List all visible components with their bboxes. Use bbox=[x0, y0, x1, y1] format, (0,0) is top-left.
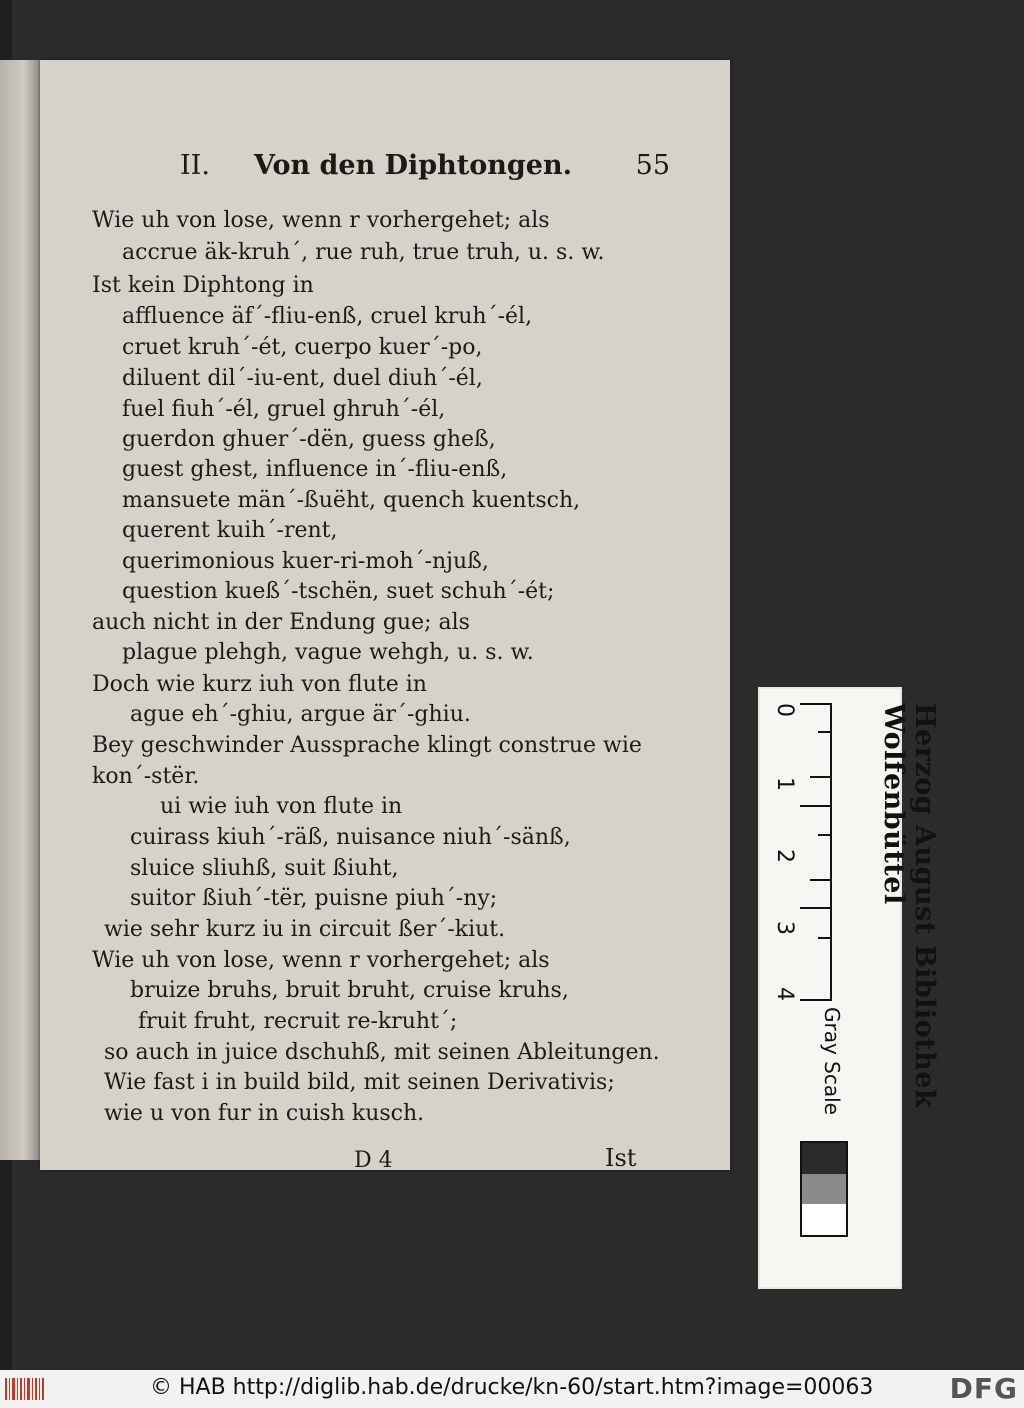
text-line: Wie uh von lose, wenn r vorhergehet; als bbox=[92, 208, 550, 233]
ruler-tick bbox=[818, 937, 830, 939]
library-name: Herzog August Bibliothek Wolfenbüttel bbox=[878, 703, 940, 1109]
swatch-white bbox=[802, 1204, 846, 1235]
text-line: so auch in juice dschuhß, mit seinen Ableitungen. bbox=[104, 1040, 660, 1065]
ruler-tick bbox=[810, 879, 830, 881]
ruler-tick bbox=[800, 999, 830, 1001]
text-line: affluence äf´-fliu-enß, cruel kruh´-él, bbox=[122, 304, 533, 329]
text-line: cuirass kiuh´-räß, nuisance niuh´-sänß, bbox=[130, 825, 571, 850]
scale-card bbox=[758, 687, 940, 1289]
book-page bbox=[40, 60, 730, 1173]
text-line: Wie fast i in build bild, mit seinen Derivativis; bbox=[104, 1070, 615, 1095]
text-line: sluice sliuhß, suit ßiuht, bbox=[130, 856, 399, 881]
text-line: Ist kein Diphtong in bbox=[92, 273, 314, 298]
barcode-icon bbox=[4, 1376, 46, 1402]
text-line: cruet kruh´-ét, cuerpo kuer´-po, bbox=[122, 335, 483, 360]
text-line: querent kuih´-rent, bbox=[122, 518, 338, 543]
text-line: querimonious kuer-ri-moh´-njuß, bbox=[122, 549, 489, 574]
ruler-tick bbox=[818, 834, 830, 836]
swatch-mid bbox=[802, 1174, 846, 1205]
catchword: Ist bbox=[605, 1144, 637, 1172]
text-line: question kueß´-tschën, suet schuh´-ét; bbox=[122, 579, 555, 604]
text-line: auch nicht in der Endung gue; als bbox=[92, 610, 470, 635]
text-line: fuel fiuh´-él, gruel ghruh´-él, bbox=[122, 397, 446, 422]
text-line: kon´-stër. bbox=[92, 764, 200, 789]
text-line: Bey geschwinder Aussprache klingt construe wie bbox=[92, 733, 642, 758]
text-line: mansuete män´-ßuëht, quench kuentsch, bbox=[122, 488, 581, 513]
ruler-tick bbox=[818, 731, 830, 733]
previous-page-edge bbox=[0, 60, 40, 1160]
ruler-number: 4 bbox=[772, 987, 797, 1001]
copyright-link[interactable]: © HAB http://diglib.hab.de/drucke/kn-60/start.htm?image=00063 bbox=[150, 1375, 874, 1400]
text-line: wie sehr kurz iu in circuit ßer´-kiut. bbox=[104, 917, 506, 942]
swatch-dark bbox=[802, 1143, 846, 1174]
chapter-number: II. bbox=[180, 150, 210, 181]
text-line: wie u von fur in cuish kusch. bbox=[104, 1101, 425, 1126]
text-line: bruize bruhs, bruit bruht, cruise kruhs, bbox=[130, 978, 569, 1003]
chapter-title: Von den Diphtongen. bbox=[254, 150, 572, 181]
text-line: accrue äk-kruh´, rue ruh, true truh, u. s. w. bbox=[122, 240, 605, 265]
text-line: guest ghest, influence in´-fliu-enß, bbox=[122, 457, 508, 482]
dfg-logo: DFG bbox=[949, 1372, 1018, 1405]
ruler-number: 2 bbox=[772, 849, 797, 863]
text-line: suitor ßiuh´-tër, puisne piuh´-ny; bbox=[130, 886, 498, 911]
page-number: 55 bbox=[635, 150, 670, 181]
ruler-tick bbox=[800, 805, 830, 807]
text-line: diluent dil´-iu-ent, duel diuh´-él, bbox=[122, 366, 483, 391]
text-line: Wie uh von lose, wenn r vorhergehet; als bbox=[92, 948, 550, 973]
ruler-line bbox=[830, 703, 832, 1001]
ruler-tick bbox=[800, 907, 830, 909]
text-line: ague eh´-ghiu, argue är´-ghiu. bbox=[130, 702, 471, 727]
ruler-number: 3 bbox=[772, 921, 797, 935]
text-line: ui wie iuh von flute in bbox=[160, 794, 403, 819]
text-line: Doch wie kurz iuh von flute in bbox=[92, 672, 427, 697]
text-line: plague plehgh, vague wehgh, u. s. w. bbox=[122, 640, 534, 665]
text-line: guerdon ghuer´-dën, guess gheß, bbox=[122, 427, 496, 452]
ruler-number: 0 bbox=[772, 703, 797, 717]
ruler-tick bbox=[800, 703, 830, 705]
gray-scale-label: Gray Scale bbox=[820, 1007, 844, 1115]
text-line: fruit fruht, recruit re-kruht´; bbox=[138, 1009, 458, 1034]
gray-scale-swatches bbox=[800, 1141, 848, 1237]
running-head bbox=[180, 150, 670, 190]
ruler-number: 1 bbox=[772, 777, 797, 791]
ruler-tick bbox=[810, 776, 830, 778]
footer-bar bbox=[0, 1370, 1024, 1408]
signature-mark: D 4 bbox=[354, 1148, 393, 1173]
